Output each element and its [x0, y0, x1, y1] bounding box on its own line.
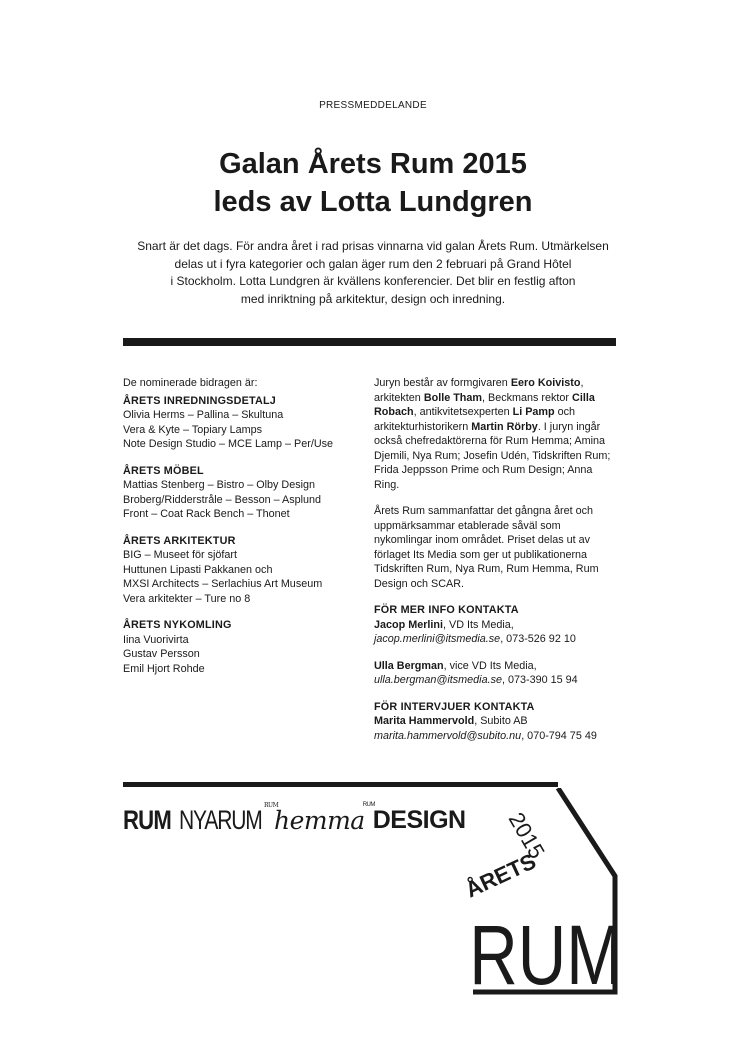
category-heading: ÅRETS ARKITEKTUR [123, 534, 236, 547]
nominee-item: Huttunen Lipasti Pakkanen och [123, 563, 273, 576]
contact-line [374, 673, 619, 688]
logo-word: hemma [274, 805, 365, 835]
category-interior-detail [123, 394, 359, 452]
contact-line [374, 618, 619, 633]
nominee-item: Olivia Herms – Pallina – Skultuna [123, 409, 284, 421]
title-line-1: Galan Årets Rum 2015 [219, 148, 527, 180]
category-heading: ÅRETS INREDNINGSDETALJ [123, 394, 276, 407]
arets-rum-emblem [458, 788, 628, 1010]
jury-paragraph [374, 376, 619, 492]
document-label: PRESSMEDDELANDE [319, 100, 427, 111]
page-title [0, 145, 746, 221]
contact-email-link[interactable]: marita.hammervold@subito.nu [374, 729, 522, 742]
jury-text: och arkitekturhistorikern [374, 406, 576, 433]
contact-line [374, 714, 619, 729]
contact-line [374, 659, 619, 674]
nominees-lead: De nominerade bidragen är: [123, 377, 258, 389]
interview-contacts [374, 700, 619, 744]
nominee-item: Iina Vuorivirta [123, 633, 189, 646]
contact-email-link[interactable]: ulla.bergman@itsmedia.se [374, 674, 502, 686]
category-architecture [123, 534, 359, 607]
contact-name: Ulla Bergman [374, 659, 444, 672]
intro-line: Snart är det dags. För andra året i rad prisas vinnarna vid galan Årets Rum. Utmärkelsen [137, 239, 609, 253]
title-line-2: leds av Lotta Lundgren [213, 186, 533, 218]
contact-role: , vice VD Its Media, [443, 659, 537, 672]
jury-text: , arkitekten [374, 377, 584, 404]
about-paragraph: Årets Rum sammanfattar det gångna året och uppmärksammar etablerade såväl som nykomlingar inom området. Priset delas ut av förlaget Its Media som ger ut publikationerna Tidskriften Rum, Nya Rum, Rum Hemma, Rum Design och SCAR. [374, 505, 599, 590]
category-newcomer [123, 618, 359, 676]
contact-role: , Subito AB [474, 715, 528, 727]
nominee-item: Gustav Persson [123, 648, 200, 660]
info-contact-2 [374, 659, 619, 688]
intro-paragraph [128, 238, 618, 308]
nominee-item: MXSI Architects – Serlachius Art Museum [123, 578, 323, 590]
contact-role: , VD Its Media, [443, 618, 514, 631]
rum-design-logo [362, 801, 466, 835]
jury-text: , Beckmans rektor [482, 391, 573, 404]
emblem-year: 2015 [503, 808, 550, 863]
contact-phone: , 073-526 92 10 [500, 633, 576, 645]
nominee-item: Broberg/Ridderstråle – Besson – Asplund [123, 493, 322, 506]
category-heading: ÅRETS MÖBEL [123, 464, 204, 477]
jury-name: Cilla Robach [374, 391, 595, 418]
intro-line: delas ut i fyra kategorier och galan äger rum den 2 februari på Grand Hôtel [174, 256, 572, 271]
nominee-item: Vera arkitekter – Ture no 8 [123, 592, 251, 605]
info-column [374, 376, 619, 755]
info-contacts [374, 603, 619, 647]
jury-text: . I juryn ingår också chefredaktörerna för Rum Hemma; Amina Djemili, Nya Rum; Josefin Udén, Tidskriften Rum; Frida Jeppsson Prime och Rum Design; Anna Ring. [374, 420, 611, 491]
logo-word: DESIGN [372, 805, 466, 834]
category-heading: ÅRETS NYKOMLING [123, 619, 232, 631]
logo-prefix: RUM [362, 801, 375, 808]
jury-name: Martin Rörby [471, 420, 538, 433]
intro-line: med inriktning på arkitektur, design och inredning. [240, 291, 506, 306]
contact-phone: , 073-390 15 94 [502, 674, 578, 686]
rum-hemma-logo [264, 801, 365, 835]
jury-name: Bolle Tham [423, 391, 483, 404]
nominee-item: Note Design Studio – MCE Lamp – Per/Use [123, 438, 334, 450]
contact-phone: , 070-794 75 49 [521, 729, 597, 742]
jury-text: , antikvitetsexperten [413, 406, 513, 418]
nominee-item: Mattias Stenberg – Bistro – Olby Design [123, 479, 316, 491]
logo-prefix: RUM [264, 801, 279, 809]
jury-name: Li Pamp [512, 406, 555, 418]
contact-line [374, 632, 619, 647]
publication-logos [123, 800, 466, 840]
divider-top [123, 338, 616, 346]
nominee-item: BIG – Museet för sjöfart [123, 549, 238, 561]
intro-line: i Stockholm. Lotta Lundgren är kvällens konferencier. Det blir en festlig afton [170, 274, 576, 288]
emblem-arets: ÅRETS [461, 848, 540, 903]
emblem-rum: RUM [469, 908, 623, 1003]
contact-line [374, 729, 619, 744]
contact-name: Marita Hammervold [374, 715, 475, 727]
contact-email-link[interactable]: jacop.merlini@itsmedia.se [374, 633, 501, 645]
nominee-item: Emil Hjort Rohde [123, 662, 205, 675]
category-furniture [123, 464, 359, 522]
divider-bottom [123, 782, 558, 787]
jury-text: Juryn består av formgivaren [374, 377, 511, 389]
jury-name: Eero Koivisto [510, 377, 581, 389]
nominee-item: Vera & Kyte – Topiary Lamps [123, 423, 263, 436]
nominees-column [123, 376, 359, 688]
nominee-item: Front – Coat Rack Bench – Thonet [123, 508, 290, 520]
contact-name: Jacop Merlini [374, 618, 443, 631]
info-heading: FÖR MER INFO KONTAKTA [374, 604, 519, 616]
nyarum-logo: NYARUM [179, 804, 262, 835]
interview-heading: FÖR INTERVJUER KONTAKTA [374, 700, 535, 713]
rum-logo: RUM [123, 804, 171, 835]
